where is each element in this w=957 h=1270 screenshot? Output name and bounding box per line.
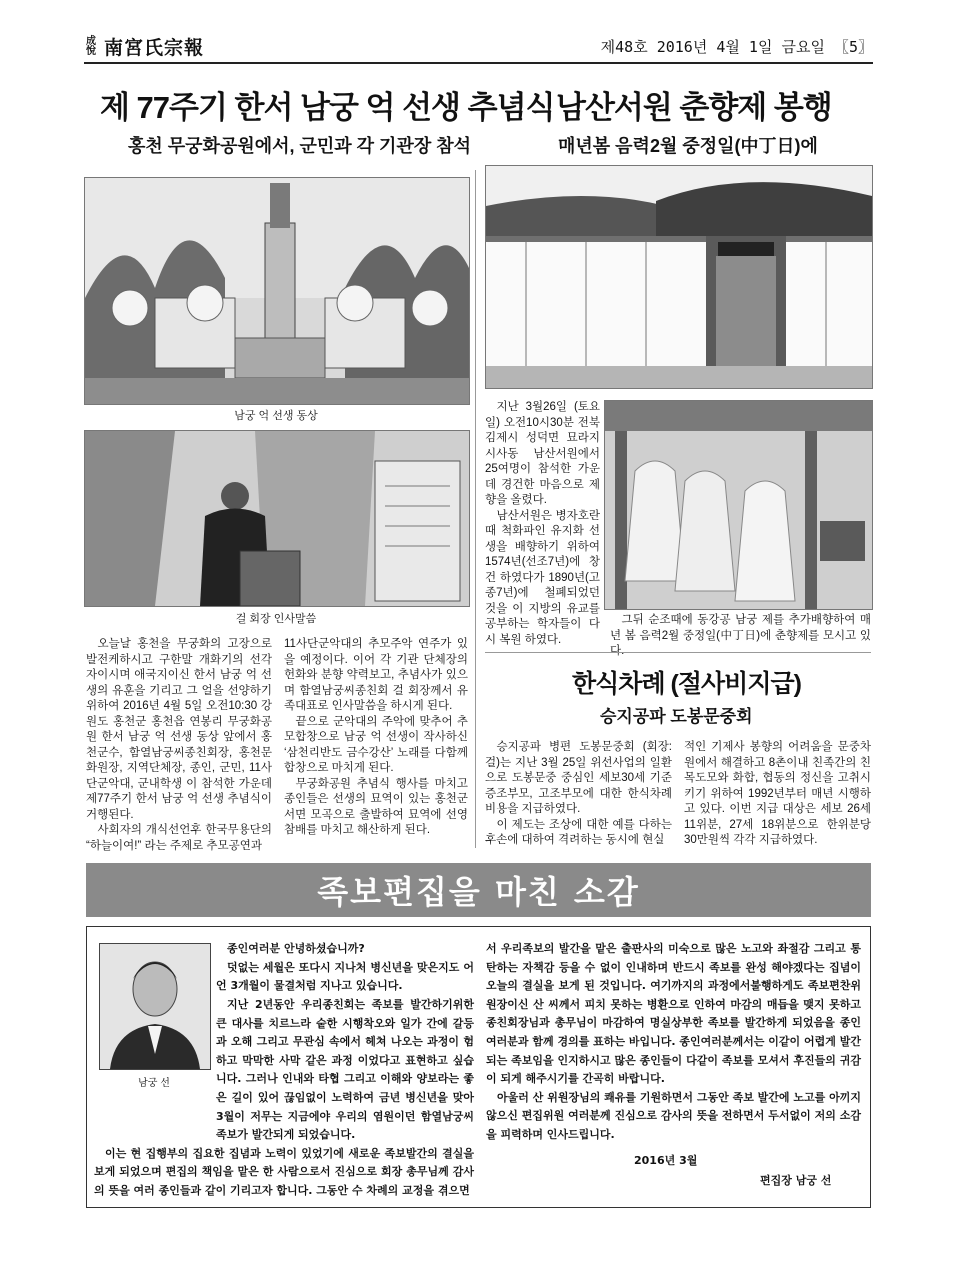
paragraph: 남산서원은 병자호란때 척화파인 유지화 선생을 배향하기 위하여 1574년(선조7년)에 창건 하였다가 1890년(고종7년)에 철폐되었던 것을 이 지방의 유교를 공부하는 학자들이 다시 복원 하였다.: [485, 509, 600, 646]
article3-column-1: [485, 740, 672, 849]
essay-banner: 족보편집을 마친 소감: [86, 863, 871, 917]
ceremony-photo: [604, 400, 873, 610]
paragraph: 아울러 산 위원장님의 쾌유를 기원하면서 그동안 족보 발간에 노고를 아끼지 않으신 편집위원 여러분께 진심으로 감사의 뜻을 전하면서 두서없이 저의 소감을 피력하며 인사드립니다.: [486, 1090, 861, 1141]
paragraph: 끝으로 군악대의 주악에 맞추어 추모합창으로 남궁 억 선생이 작사하신 ‘삼천리반도 금수강산’ 노래를 다함께 합창으로 마치게 된다.: [284, 715, 468, 774]
speech-photo: [84, 430, 470, 607]
monument-caption: 남궁 억 선생 동상: [234, 410, 318, 422]
essay-signature: 편집장 남궁 선: [760, 1174, 832, 1187]
section-divider: [485, 652, 871, 653]
paper-name: 南宮氏宗報: [104, 37, 205, 59]
portrait-caption: 남궁 선: [138, 1078, 170, 1089]
paragraph: 11사단군악대의 추모주악 연주가 있을 예정이다. 이어 각 기관 단체장의 헌화와 분향 약력보고, 추념사가 있으며 함열남궁씨종친회 걸 회장께서 유족대표로 인사말씀을 하시게 된다.: [284, 638, 468, 712]
article3-title: 한식차례 (절사비지급): [572, 670, 801, 698]
article3-subtitle: 승지공파 도봉문중회: [600, 707, 753, 726]
column-divider: [475, 170, 476, 848]
issue-info: 제48호 2016년 4월 1일 금요일 〖5〗: [600, 38, 873, 56]
article3-column-2: [684, 740, 871, 849]
article1-title: 제 77주기 한서 남궁 억 선생 추념식: [100, 90, 555, 125]
essay-column-1-top: [216, 940, 474, 996]
paragraph: 사회자의 개식선언후 한국무용단의 “하늘이여!” 라는 주제로 추모공연과: [86, 824, 272, 852]
article2-subtitle: 매년봄 음력2월 중정일(中丁日)에: [558, 136, 818, 156]
masthead: [86, 33, 204, 60]
paragraph: 오늘날 홍천을 무궁화의 고장으로 발전케하시고 구한말 개화기의 선각자이시며 애국지이신 한서 남궁 억 선생의 유훈을 기리고 그 얼을 선양하기 위하여 2016년 4월 5일 오전10:30 강원도 홍천군 홍천읍 연봉리 무궁화공원 한서 남궁 억 선생 동상 앞에서 홍천군수, 함열남궁씨종친회장, 홍천문화원장, 지역단체장, 종인, 군민, 11사단군악대, 군내학생 이 참석한 가운데 제77주기 한서 남궁 억 선생 추념식이 거행된다.: [86, 638, 272, 821]
article2-column-1: [485, 400, 600, 648]
paragraph: 지난 2년동안 우리종친회는 족보를 발간하기위한 큰 대사를 치르느라 숱한 시행착오와 일가 간에 갈등과 오해 그리고 무관심 속에서 헤쳐 나오는 과정이 험하고 막막한 사막 같은 과정 이었다고 표현하고 싶습니다. 그러나 인내와 타협 그리고 이해와 양보라는 좋은 길이 있어 끊임없이 노력하여 금년 병신년을 맞아 3월이 저무는 지금에야 우리의 염원이던 함열남궁씨 족보가 발간되게 되었습니다.: [216, 998, 474, 1142]
article2-title: 남산서원 춘향제 봉행: [556, 90, 832, 125]
paragraph: 종인여러분 안녕하셨습니까?: [227, 942, 365, 955]
paragraph: 적인 기제사 봉향의 어려움을 문중차원에서 해결하고 8촌이내 친족간의 친목도모와 화합, 협동의 정신을 고취시키기 위하여 1992년부터 매년 시행하고 있다. 이번 지급 대상은 세보 26세 11위분, 27세 18위분으로 한위분당 30만원씩 각각 지급하였다.: [684, 741, 871, 846]
essay-column-2: [486, 940, 861, 1145]
monument-photo: [84, 177, 470, 405]
paragraph: 이 제도는 조상에 대한 예를 다하는 후손에 대하여 격려하는 동시에 현실: [485, 818, 672, 846]
article1-column-1: [86, 637, 272, 854]
article1-column-2: [284, 637, 468, 839]
paragraph: 이는 현 집행부의 집요한 집념과 노력이 있었기에 새로운 족보발간의 결실을 보게 되었으며 편집의 책임을 맡은 한 사람으로서 진심으로 회장 총무님께 감사의 뜻을 여러 종인들과 같이 기리고자 합니다. 그동안 수 차례의 교정을 겪으면: [94, 1146, 474, 1197]
paragraph: 그뒤 순조때에 동강공 남궁 제를 추가배향하여 매년 봄 음력2월 중정일(中丁日)에 춘향제를 모시고 있다.: [610, 614, 871, 657]
essay-date: 2016년 3월: [634, 1154, 698, 1167]
paragraph: 덧없는 세월은 또다시 지나처 병신년을 맞은지도 어언 3개월이 물결처럼 지나고 있습니다.: [216, 960, 474, 993]
seowon-gate-photo: [485, 165, 873, 389]
article1-subtitle: 홍천 무궁화공원에서, 군민과 각 기관장 참석: [128, 136, 471, 156]
speech-caption: 걸 회장 인사말씀: [235, 613, 317, 625]
header-rule: [84, 62, 873, 64]
masthead-mark: 成悅: [86, 35, 96, 57]
paragraph: 지난 3월26일 (토요일) 오전10시30분 전북 김제시 성덕면 묘라지 시사동 남산서원에서 25여명이 참석한 가운데 경건한 마음으로 제향을 올렸다.: [485, 401, 600, 506]
paragraph: 승지공파 병편 도봉문중회 (회장: 걸)는 지난 3월 25일 위선사업의 일환으로 도봉문중 중심인 세보30세 기준 증조부모, 고조부모에 대한 한식차례 비용을 지급하였다.: [485, 741, 672, 815]
paragraph: 서 우리족보의 발간을 맡은 출판사의 미숙으로 많은 노고와 좌절감 그리고 통탄하는 자책감 등을 수 없이 인내하며 반드시 족보를 완성 해야겠다는 집념이 오늘의 결실을 보게 된 것입니다. 여기까지의 과정에서불행하게도 족보편찬위원장이신 산 씨께서 피치 못하는 병환으로 인하여 마감의 매듭을 맺지 못하고 종친회장님과 총무님이 마감하여 명실상부한 족보를 발간하게 되었음을 종인여러분과 함께 경의를 표하는 바입니다. 종인여러분께서는 이같이 어렵게 발간되는 족보임을 인지하시고 많은 종인들이 다같이 족보를 모셔서 후진들의 귀감이 되게 해주시기를 간곡히 바랍니다.: [486, 942, 861, 1086]
paragraph: 무궁화공원 추념식 행사를 마치고 종인들은 선생의 묘역이 있는 홍천군 서면 모곡으로 출발하여 묘역에 선영참배를 마치고 해산하게 된다.: [284, 777, 468, 836]
essay-column-1: [94, 996, 474, 1201]
